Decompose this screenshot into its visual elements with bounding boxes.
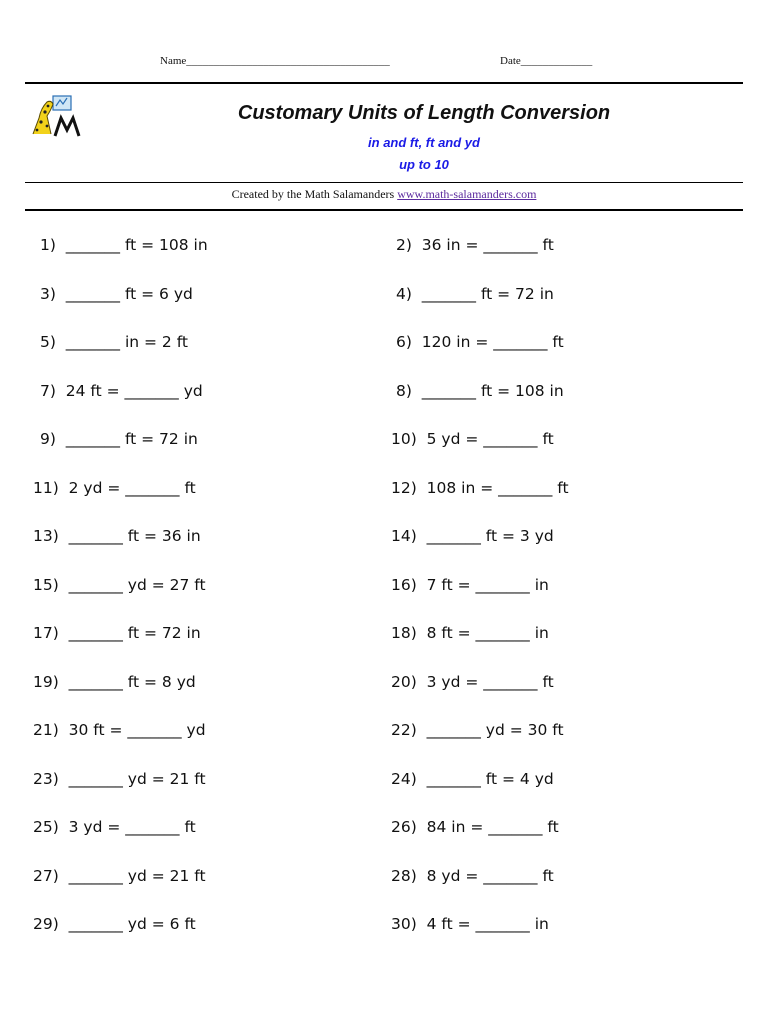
problem-item: 4) _______ ft = 72 in (396, 284, 554, 303)
salamander-logo-icon (27, 94, 81, 138)
problem-item: 10) 5 yd = _______ ft (391, 430, 554, 448)
divider-bottom (25, 209, 743, 211)
problem-item: 8) _______ ft = 108 in (396, 381, 564, 400)
problem-item: 28) 8 yd = _______ ft (391, 866, 554, 885)
problem-item: 23) _______ yd = 21 ft (33, 769, 206, 788)
problem-item: 20) 3 yd = _______ ft (391, 672, 554, 691)
problem-item: 13) _______ ft = 36 in (33, 527, 201, 545)
problem-item: 21) 30 ft = _______ yd (33, 721, 206, 739)
divider-top (25, 82, 743, 84)
problem-item: 16) 7 ft = _______ in (391, 575, 549, 594)
worksheet-subtitle: in and ft, ft and yd (368, 135, 480, 150)
problem-item: 15) _______ yd = 27 ft (33, 575, 206, 594)
problem-item: 3) _______ ft = 6 yd (40, 284, 193, 303)
problem-item: 9) _______ ft = 72 in (40, 430, 198, 448)
problem-item: 24) _______ ft = 4 yd (391, 769, 554, 788)
credit-link[interactable]: www.math-salamanders.com (397, 187, 537, 201)
problem-item: 18) 8 ft = _______ in (391, 624, 549, 642)
date-field[interactable]: Date_____________ (500, 55, 593, 67)
problem-item: 22) _______ yd = 30 ft (391, 721, 564, 739)
name-date-bar (0, 55, 768, 71)
name-field[interactable]: Name_____________________________________ (160, 55, 390, 67)
problem-item: 19) _______ ft = 8 yd (33, 672, 196, 691)
divider-mid (25, 182, 743, 183)
problem-item: 6) 120 in = _______ ft (396, 333, 564, 351)
problem-item: 17) _______ ft = 72 in (33, 624, 201, 642)
problem-item: 30) 4 ft = _______ in (391, 915, 549, 933)
worksheet-level: up to 10 (399, 157, 449, 172)
worksheet-title: Customary Units of Length Conversion (237, 102, 611, 124)
problem-item: 26) 84 in = _______ ft (391, 818, 559, 836)
problem-item: 7) 24 ft = _______ yd (40, 381, 203, 400)
problem-item: 2) 36 in = _______ ft (396, 236, 554, 254)
problem-item: 5) _______ in = 2 ft (40, 333, 188, 351)
problem-item: 12) 108 in = _______ ft (391, 478, 569, 497)
problem-item: 27) _______ yd = 21 ft (33, 866, 206, 885)
credit-line (0, 187, 768, 202)
problem-item: 14) _______ ft = 3 yd (391, 527, 554, 545)
problem-item: 25) 3 yd = _______ ft (33, 818, 196, 836)
problem-item: 29) _______ yd = 6 ft (33, 915, 196, 933)
credit-text: Created by the Math Salamanders (231, 187, 398, 201)
problem-item: 1) _______ ft = 108 in (40, 236, 208, 254)
problem-item: 11) 2 yd = _______ ft (33, 478, 196, 497)
